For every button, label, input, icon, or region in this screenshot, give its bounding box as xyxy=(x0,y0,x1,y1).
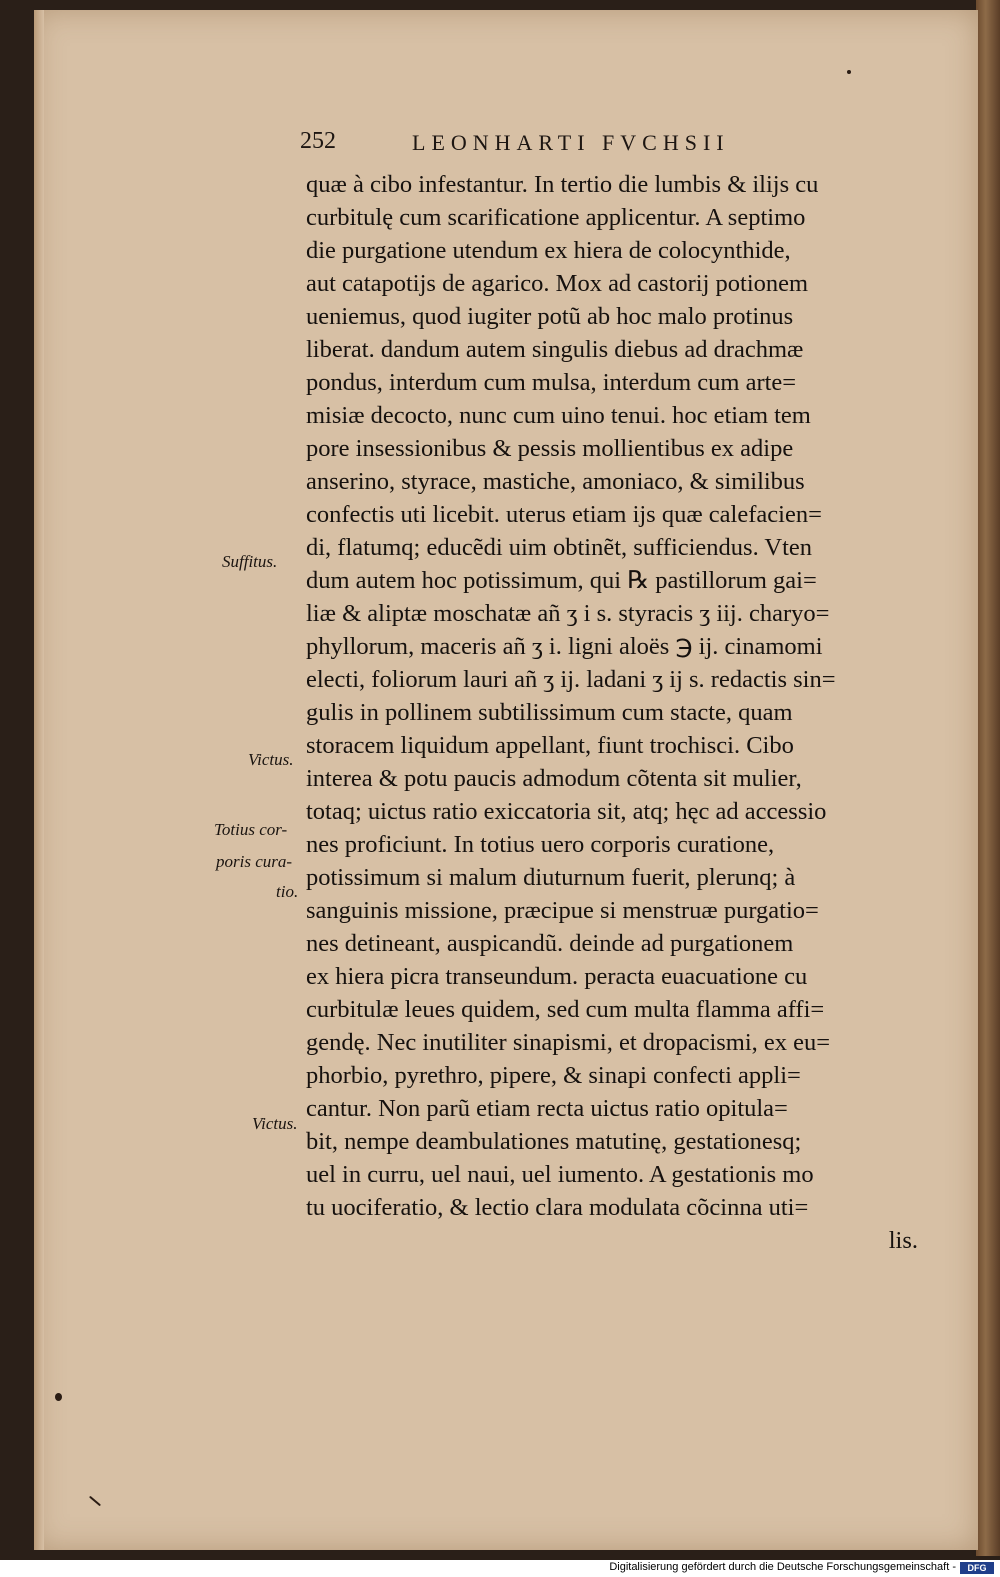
text-line: di, flatumq; educẽdi uim obtinẽt, sufficiendus. Vten xyxy=(306,534,813,561)
running-title: LEONHARTI FVCHSII xyxy=(412,130,730,155)
text-line: confectis uti licebit. uterus etiam ijs quæ calefacien= xyxy=(306,501,822,528)
margin-note-totius: tio. xyxy=(276,882,299,901)
binding-edge xyxy=(976,0,1000,1556)
text-line: electi, foliorum lauri añ ʒ ij. ladani ʒ ij s. redactis sin= xyxy=(306,666,836,693)
footer-credit: Digitalisierung gefördert durch die Deutsche Forschungsgemeinschaft - xyxy=(609,1561,956,1573)
text-line: totaq; uictus ratio exiccatoria sit, atq; hęc ad accessio xyxy=(306,798,827,825)
text-line: pore insessionibus & pessis mollientibus ex adipe xyxy=(306,435,794,462)
margin-note-suffitus: Suffitus. xyxy=(222,552,278,571)
text-line: anserino, styrace, mastiche, amoniaco, & similibus xyxy=(306,468,805,495)
dfg-logo: DFG xyxy=(960,1562,994,1574)
text-line: cantur. Non parũ etiam recta uictus ratio opitula= xyxy=(306,1095,788,1122)
text-line: uel in curru, uel naui, uel iumento. A gestationis mo xyxy=(306,1161,814,1188)
text-line: pondus, interdum cum mulsa, interdum cum arte= xyxy=(306,369,797,396)
text-line: die purgatione utendum ex hiera de colocynthide, xyxy=(306,237,791,264)
text-line: ex hiera picra transeundum. peracta euacuatione cu xyxy=(306,963,808,990)
text-line: liberat. dandum autem singulis diebus ad drachmæ xyxy=(306,336,804,363)
margin-note-totius: Totius cor- xyxy=(214,820,288,839)
text-line: bit, nempe deambulationes matutinę, gestationesq; xyxy=(306,1128,802,1155)
text-line: potissimum si malum diuturnum fuerit, plerunq; à xyxy=(306,864,796,891)
text-line: ueniemus, quod iugiter potũ ab hoc malo protinus xyxy=(306,303,794,330)
body-text xyxy=(306,168,926,1257)
page-edge-shadow xyxy=(34,10,44,1550)
text-line: curbitulę cum scarificatione applicentur. A septimo xyxy=(306,204,806,231)
text-line: curbitulæ leues quidem, sed cum multa flamma affi= xyxy=(306,996,825,1023)
text-line: aut catapotijs de agarico. Mox ad castorij potionem xyxy=(306,270,809,297)
footer-bar xyxy=(0,1560,1000,1577)
text-line-catchword: lis. xyxy=(888,1227,918,1254)
text-line: dum autem hoc potissimum, qui ℞ pastillorum gai= xyxy=(306,567,817,594)
margin-note-totius: poris cura- xyxy=(216,852,293,871)
text-line: quæ à cibo infestantur. In tertio die lumbis & ilijs cu xyxy=(306,171,819,198)
ink-speck xyxy=(55,1393,62,1401)
margin-note-victus: Victus. xyxy=(252,1114,298,1133)
text-line: misiæ decocto, nunc cum uino tenui. hoc etiam tem xyxy=(306,402,811,429)
text-line: phyllorum, maceris añ ʒ i. ligni aloës ℈ ij. cinamomi xyxy=(306,633,823,660)
text-line: liæ & aliptæ moschatæ añ ʒ i s. styracis ʒ iij. charyo= xyxy=(306,600,830,627)
page-header xyxy=(300,128,920,162)
page-number: 252 xyxy=(300,128,336,154)
text-line: sanguinis missione, præcipue si menstruæ purgatio= xyxy=(306,897,819,924)
ink-speck xyxy=(847,70,851,74)
text-line: tu uociferatio, & lectio clara modulata cõcinna uti= xyxy=(306,1194,809,1221)
margin-note-victus: Victus. xyxy=(248,750,294,769)
text-line: storacem liquidum appellant, fiunt trochisci. Cibo xyxy=(306,732,794,759)
text-line: interea & potu paucis admodum cõtenta sit mulier, xyxy=(306,765,802,792)
text-line: nes detineant, auspicandũ. deinde ad purgationem xyxy=(306,930,794,957)
text-line: nes proficiunt. In totius uero corporis curatione, xyxy=(306,831,775,858)
text-line: gendę. Nec inutiliter sinapismi, et dropacismi, ex eu= xyxy=(306,1029,831,1056)
text-line: phorbio, pyrethro, pipere, & sinapi confecti appli= xyxy=(306,1062,801,1089)
text-line: gulis in pollinem subtilissimum cum stacte, quam xyxy=(306,699,793,726)
